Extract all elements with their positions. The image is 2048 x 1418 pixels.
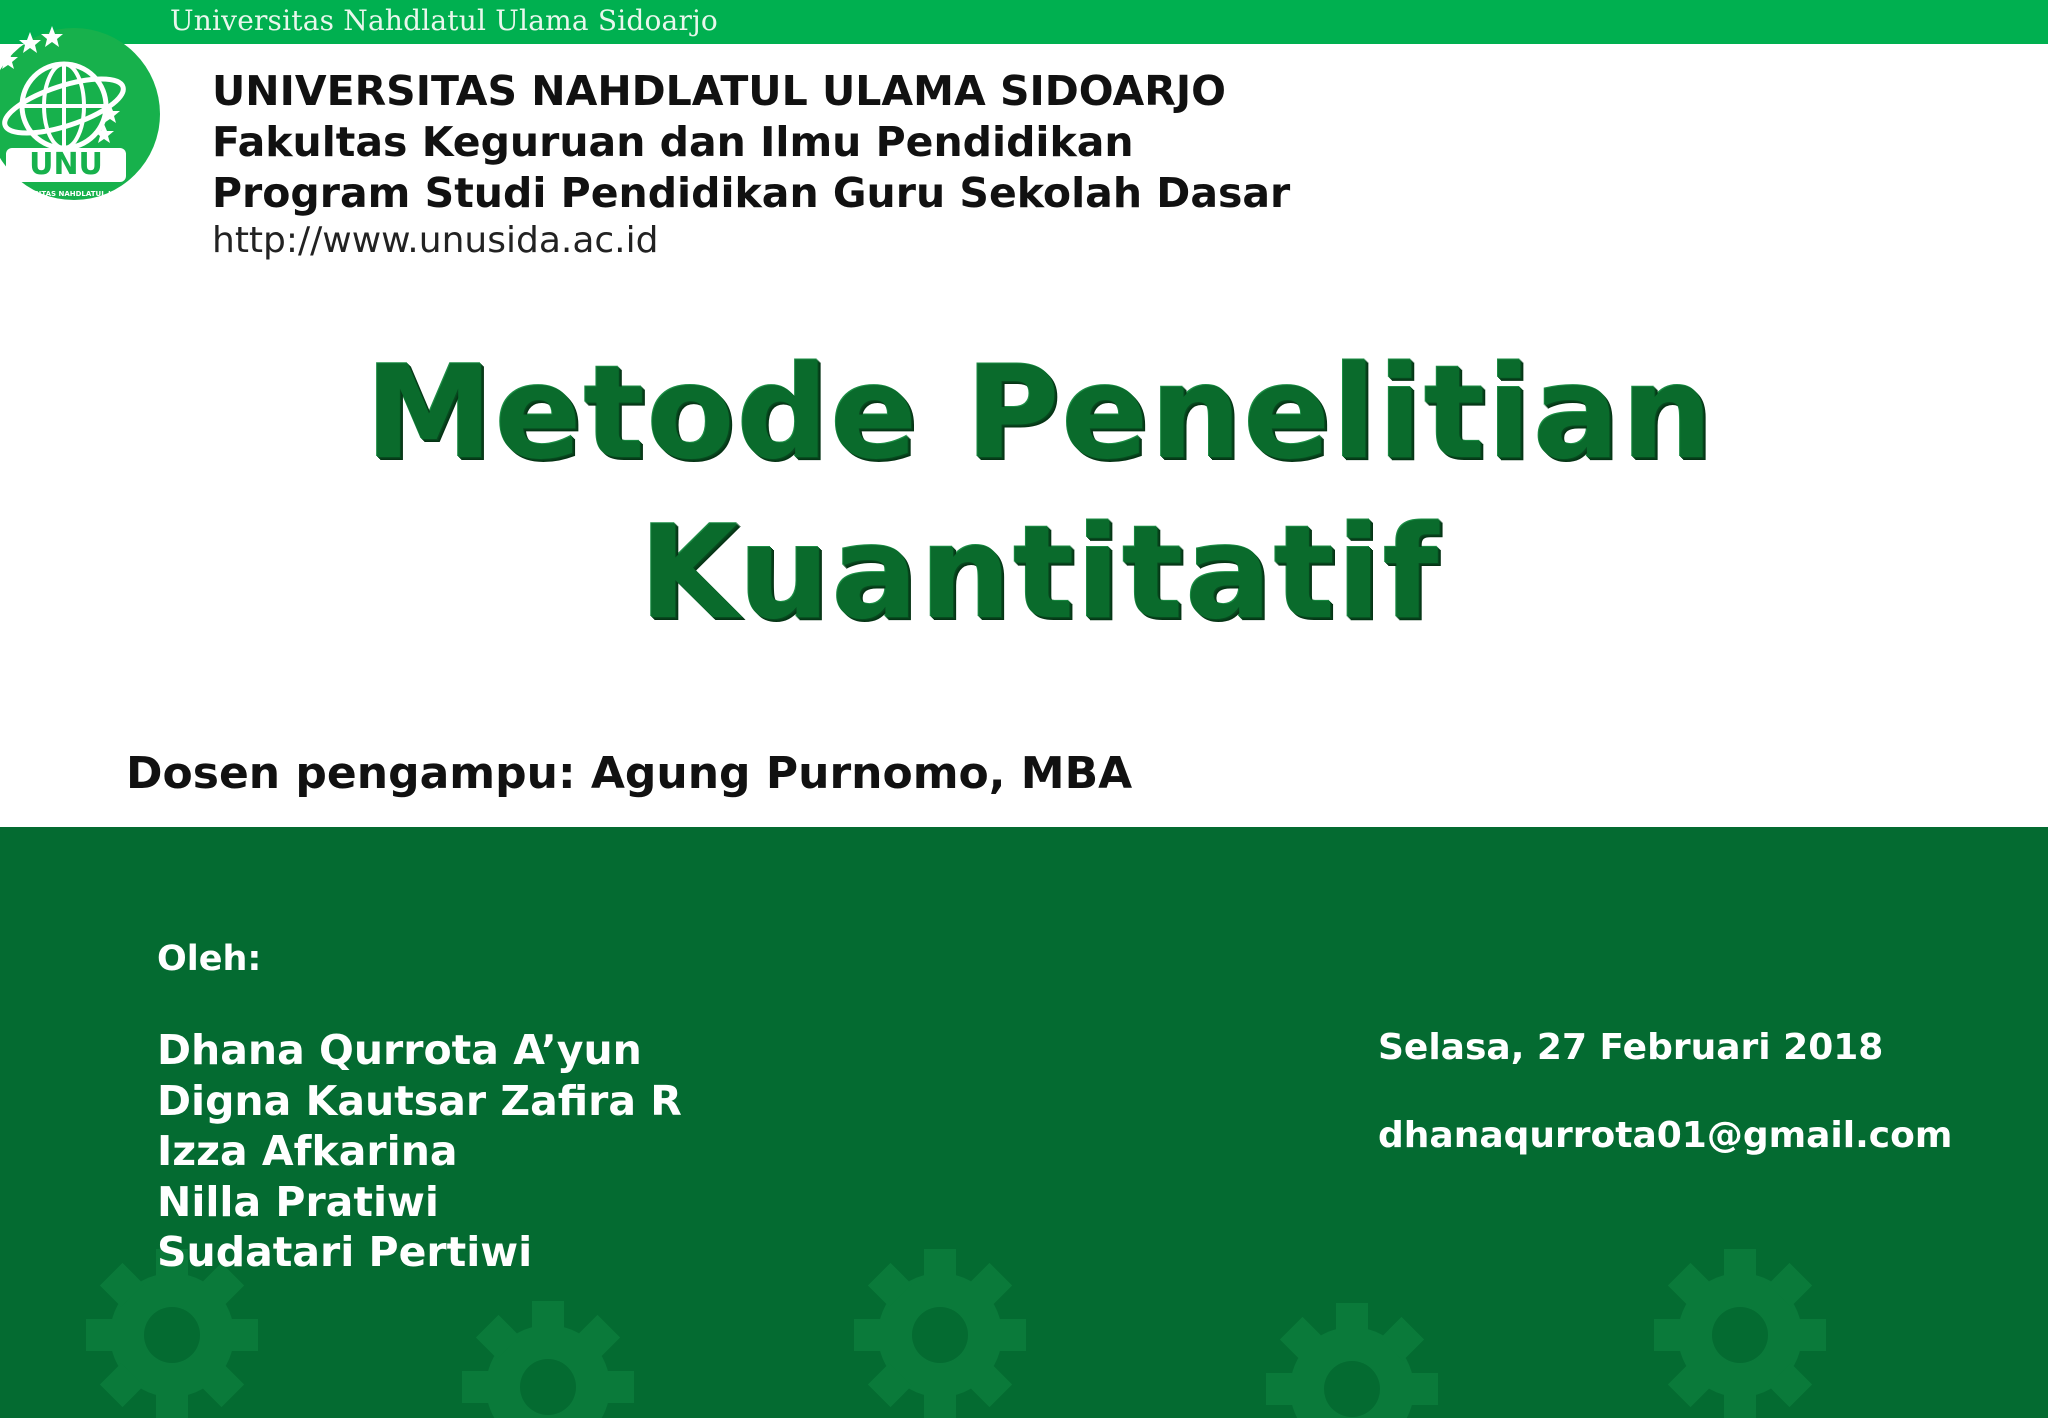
header-block (212, 66, 1290, 263)
title-line-2: Kuantitatif (639, 499, 1441, 648)
authors-label: Oleh: (157, 939, 262, 979)
author-name: Nilla Pratiwi (157, 1177, 439, 1226)
logo-subtext: UNIVERSITAS NAHDLATUL ULAMA (3, 190, 137, 198)
authors-list (157, 1025, 682, 1278)
website-url: http://www.unusida.ac.id (212, 220, 659, 261)
author-name: Izza Afkarina (157, 1127, 458, 1175)
program-name: Program Studi Pendidikan Guru Sekolah Dasar (212, 169, 1291, 217)
title-line-1: Metode Penelitian (365, 339, 1715, 488)
university-name: UNIVERSITAS NAHDLATUL ULAMA SIDOARJO (212, 67, 1226, 115)
author-name: Digna Kautsar Zafira R (157, 1076, 682, 1125)
author-name: Dhana Qurrota A’yun (157, 1026, 642, 1074)
logo-city: SIDOARJO (50, 202, 90, 210)
bottom-panel (0, 827, 2048, 1418)
presentation-date: Selasa, 27 Februari 2018 (1378, 1027, 1884, 1068)
lecturer-text: Dosen pengampu: Agung Purnomo, MBA (126, 748, 1133, 799)
slide-title (0, 334, 2048, 654)
contact-email: dhanaqurrota01@gmail.com (1378, 1115, 1953, 1156)
logo-text: UNU (29, 147, 103, 182)
top-band-text: Universitas Nahdlatul Ulama Sidoarjo (170, 4, 718, 37)
faculty-name: Fakultas Keguruan dan Ilmu Pendidikan (212, 118, 1134, 166)
university-logo (0, 24, 170, 214)
top-band (0, 0, 2048, 44)
author-name: Sudatari Pertiwi (157, 1228, 533, 1276)
